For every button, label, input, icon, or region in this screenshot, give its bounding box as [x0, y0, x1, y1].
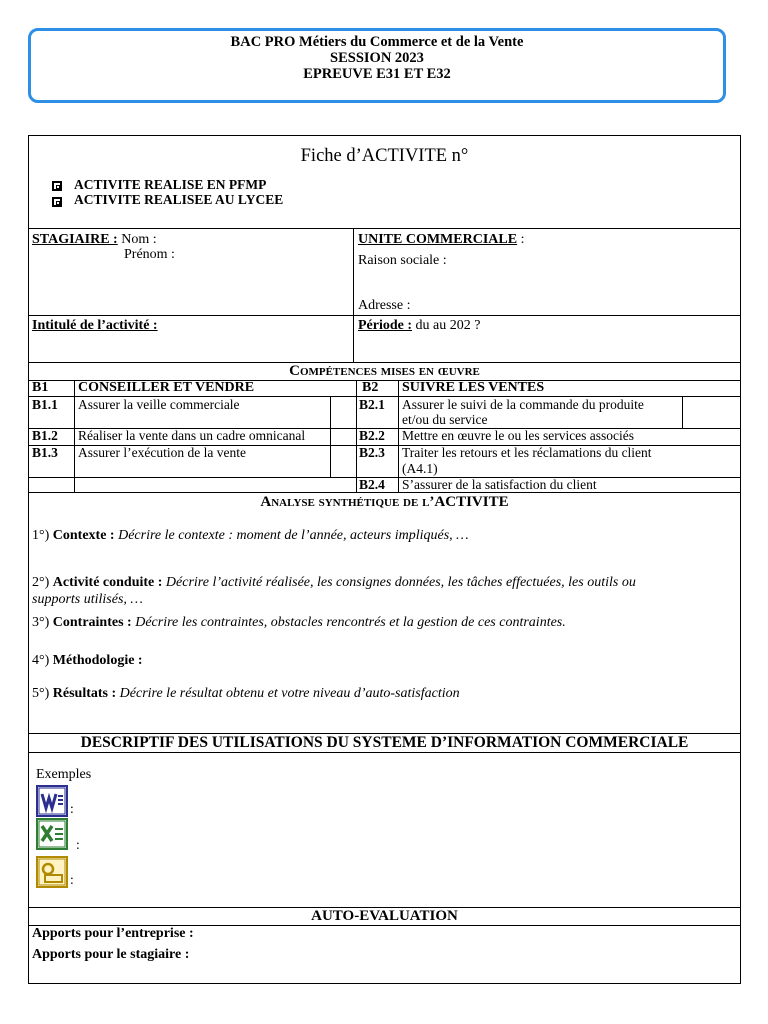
- item-number: 3°): [32, 615, 50, 630]
- competence-code: B2.4: [359, 477, 385, 492]
- item-label: Résultats :: [52, 686, 117, 701]
- analyse-item-activite: [32, 575, 732, 591]
- competence-text: S’assurer de la satisfaction du client: [402, 477, 597, 492]
- exemples-label: Exemples: [36, 767, 92, 782]
- competences-title: Compétences mises en œuvre: [289, 363, 480, 379]
- icon-colon: :: [70, 801, 74, 816]
- competence-text: Assurer l’exécution de la vente: [78, 445, 246, 460]
- item-text: Décrire l’activité réalisée, les consignes données, les tâches effectuées, les outils ou: [165, 575, 636, 590]
- analyse-item-contexte: [32, 528, 469, 544]
- option-lycee: ACTIVITE REALISEE AU LYCEE: [74, 192, 284, 207]
- item-text: Décrire les contraintes, obstacles rencontrés et la gestion de ces contraintes.: [135, 615, 566, 630]
- competence-text: Assurer le suivi de la commande du produite: [402, 397, 644, 412]
- intitule-label: Intitulé de l’activité :: [32, 318, 158, 333]
- item-label: Contexte :: [52, 528, 115, 543]
- competence-text: Mettre en œuvre le ou les services associés: [402, 428, 635, 443]
- header-line-1: BAC PRO Métiers du Commerce et de la Vente: [230, 34, 524, 50]
- icon-colon: :: [76, 837, 80, 852]
- header-line-3: EPREUVE E31 ET E32: [303, 66, 451, 82]
- divider: [28, 752, 741, 753]
- b2-code: B2: [362, 380, 379, 395]
- item-label: Méthodologie :: [52, 653, 143, 668]
- competence-code: B1.1: [32, 397, 58, 412]
- competence-code: B2.3: [359, 445, 385, 460]
- periode-block: [358, 318, 480, 334]
- word-icon[interactable]: [36, 785, 68, 817]
- competence-code: B2.1: [359, 397, 385, 412]
- item-text: Décrire le résultat obtenu et votre niveau d’auto-satisfaction: [119, 686, 460, 701]
- nom-label: Nom :: [121, 232, 157, 247]
- outlook-icon[interactable]: [36, 856, 68, 888]
- competence-text: et/ou du service: [402, 412, 488, 427]
- item-text: Décrire le contexte : moment de l’année, acteurs impliqués, …: [118, 528, 469, 543]
- competence-text: Traiter les retours et les réclamations du client: [402, 445, 652, 460]
- divider: [356, 380, 357, 492]
- competence-text: (A4.1): [402, 461, 438, 476]
- raison-sociale-label: Raison sociale :: [358, 253, 447, 268]
- item-number: 1°): [32, 528, 50, 543]
- divider: [330, 396, 331, 477]
- apports-entreprise-label: Apports pour l’entreprise :: [32, 926, 194, 941]
- b1-code: B1: [32, 380, 49, 395]
- checkbox-pfmp[interactable]: [52, 181, 62, 191]
- fiche-title: Fiche d’ACTIVITE n°: [300, 146, 469, 166]
- item-label: Activité conduite :: [52, 575, 163, 590]
- b1-title: CONSEILLER ET VENDRE: [78, 380, 255, 395]
- apports-stagiaire-label: Apports pour le stagiaire :: [32, 947, 190, 962]
- unite-colon: :: [520, 232, 525, 247]
- item-label: Contraintes :: [52, 615, 132, 630]
- divider: [398, 380, 399, 492]
- divider: [74, 380, 75, 492]
- excel-icon[interactable]: [36, 818, 68, 850]
- competence-code: B1.3: [32, 445, 58, 460]
- autoeval-title: AUTO-EVALUATION: [311, 908, 458, 924]
- competence-text: Assurer la veille commerciale: [78, 397, 240, 412]
- item-number: 5°): [32, 686, 50, 701]
- outlook-glyph: [38, 858, 66, 886]
- divider: [353, 228, 354, 362]
- b2-title: SUIVRE LES VENTES: [402, 380, 545, 395]
- competence-code: B2.2: [359, 428, 385, 443]
- unite-block: [358, 232, 524, 248]
- item-number: 2°): [32, 575, 50, 590]
- stagiaire-block: [32, 232, 157, 248]
- excel-glyph: [38, 820, 66, 848]
- divider: [28, 315, 741, 316]
- divider: [682, 396, 683, 428]
- checkbox-lycee[interactable]: [52, 197, 62, 207]
- unite-label: UNITE COMMERCIALE: [358, 232, 518, 247]
- analyse-item-methodologie: [32, 653, 143, 669]
- competence-code: B1.2: [32, 428, 58, 443]
- analyse-item-contraintes: [32, 615, 566, 631]
- periode-label: Période :: [358, 318, 413, 333]
- prenom-label: Prénom :: [124, 247, 175, 262]
- stagiaire-label: STAGIAIRE :: [32, 232, 118, 247]
- item-number: 4°): [32, 653, 50, 668]
- item-text-continued: supports utilisés, …: [32, 592, 143, 607]
- icon-colon: :: [70, 872, 74, 887]
- descriptif-title: DESCRIPTIF DES UTILISATIONS DU SYSTEME D’INFORMATION COMMERCIALE: [80, 734, 689, 751]
- option-pfmp: ACTIVITE REALISE EN PFMP: [74, 177, 267, 192]
- competence-text: Réaliser la vente dans un cadre omnicanal: [78, 428, 306, 443]
- analyse-title: Analyse synthétique de l’ACTIVITE: [260, 494, 509, 510]
- periode-value: du au 202 ?: [415, 318, 481, 333]
- adresse-label: Adresse :: [358, 298, 411, 313]
- header-line-2: SESSION 2023: [330, 50, 424, 66]
- analyse-item-resultats: [32, 686, 460, 702]
- divider: [28, 228, 741, 229]
- word-glyph: [38, 787, 66, 815]
- header-box: [28, 28, 726, 103]
